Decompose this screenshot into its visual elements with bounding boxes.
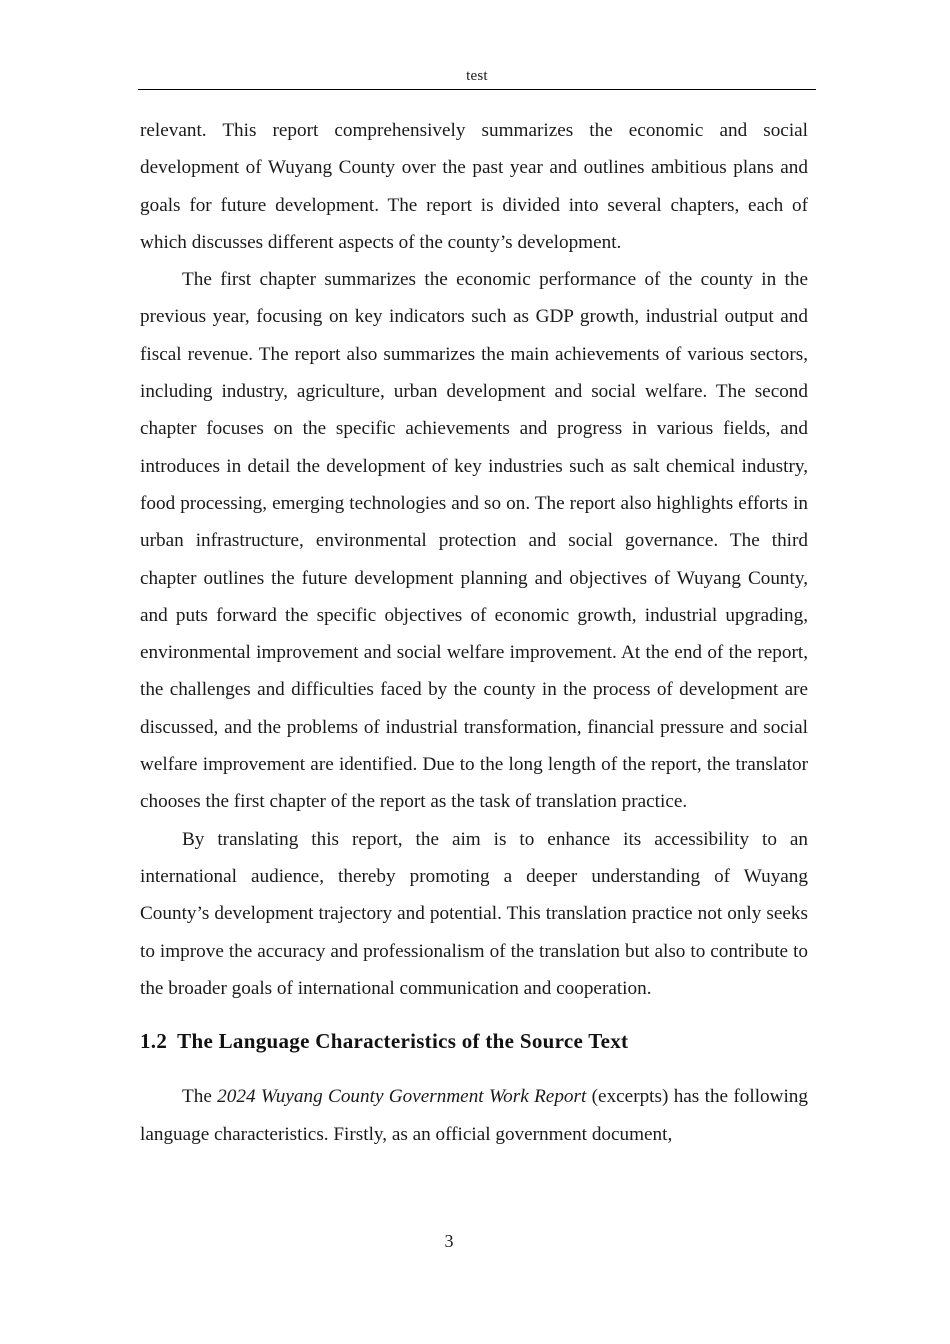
body-paragraph-2: The first chapter summarizes the economic performance of the county in the previous year, focusing on key indicators such as GDP growth, industrial output and fiscal revenue. The report also summarizes the main achievements of various sectors, including industry, agriculture, urban development and social welfare. The second chapter focuses on the specific achievements and progress in various fields, and introduces in detail the development of key industries such as salt chemical industry, food processing, emerging technologies and so on. The report also highlights efforts in urban infrastructure, environmental protection and social governance. The third chapter outlines the future development planning and objectives of Wuyang County, and puts forward the specific objectives of economic growth, industrial upgrading, environmental improvement and social welfare improvement. At the end of the report, the challenges and difficulties faced by the county in the process of development are discussed, and the problems of industrial transformation, financial pressure and social welfare improvement are identified. Due to the long length of the report, the translator chooses the first chapter of the report as the task of translation practice. (140, 269, 808, 813)
page-header (138, 66, 816, 90)
heading-spacer-top (140, 1007, 808, 1023)
body-paragraph-3: By translating this report, the aim is to enhance its accessibility to an international audience, thereby promoting a deeper understanding of Wuyang County’s development trajectory and potential. This translation practice not only seeks to improve the accuracy and professionalism of the translation but also to contribute to the broader goals of international communication and cooperation. (140, 828, 808, 999)
section-heading-title: The Language Characteristics of the Source Text (177, 1029, 629, 1054)
page-number: 3 (444, 1231, 454, 1251)
header-divider (138, 89, 816, 90)
heading-spacer-bottom (140, 1060, 808, 1078)
section-heading-1-2 (140, 1023, 808, 1060)
body-paragraph-4 (140, 1078, 808, 1153)
source-text-title: 2024 Wuyang County Government Work Report (217, 1086, 587, 1108)
page-footer (140, 1228, 808, 1254)
paragraph-4-lead: The (182, 1086, 218, 1108)
section-heading-number: 1.2 (140, 1029, 168, 1054)
paragraph-4-tail: (excerpts) has the following language characteristics. Firstly, as an official government document, (140, 1086, 808, 1145)
document-body (140, 112, 808, 1153)
body-paragraph-1: relevant. This report comprehensively summarizes the economic and social development of Wuyang County over the past year and outlines ambitious plans and goals for future development. The report is divided into several chapters, each of which discusses different aspects of the county’s development. (140, 120, 808, 253)
header-title: test (466, 68, 488, 84)
